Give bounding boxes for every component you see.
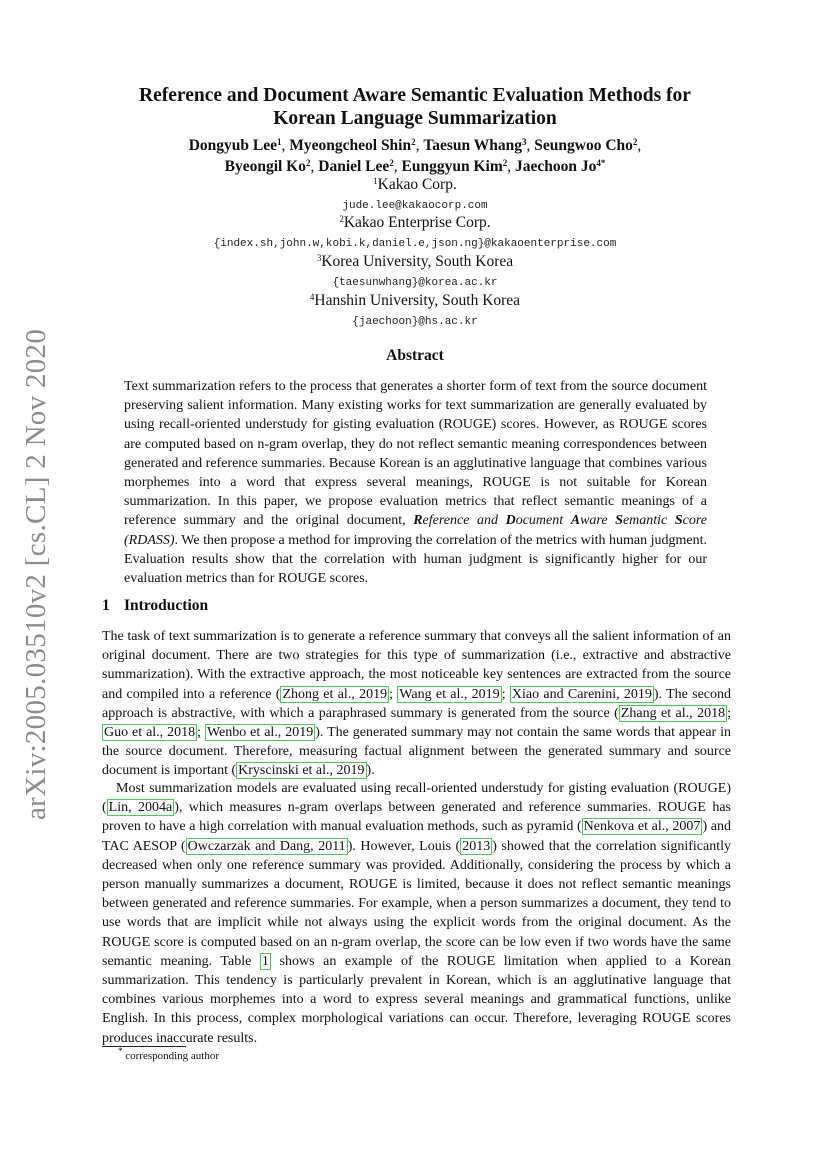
author-name: Daniel Lee <box>318 158 390 175</box>
email-3[interactable]: {taesunwhang}@korea.ac.kr <box>332 277 498 289</box>
author-affil-sup: 1 <box>277 137 282 147</box>
citation-link[interactable]: 2013 <box>462 838 491 854</box>
author-name: Byeongil Ko <box>224 158 306 175</box>
abstract-heading: Abstract <box>386 347 444 364</box>
citation-link[interactable]: Owczarzak and Dang, 2011 <box>187 838 346 854</box>
intro-paragraph-1: The task of text summarization is to generate a reference summary that conveys all the salient information of an original document. There are two strategies for this type of summarization (i.e., extractive and abstractive summarization). With the extractive approach, the most noticeable key sentences are extracted from the source and compiled into a reference ( Zhong et al., 2019 ; Wang et al., 2019 ; Xiao and Carenini, 2019 ). The second approach is abstractive, with which a paraphrased summary is generated from the source ( Zhang et al., 2018 ; Guo et al., 2018 ; Wenbo et al., 2019 ). The generated summary may not contain the same words that appear in the source document. Therefore, measuring factual alignment between the generated summary and source document is important ( Kryscinski et al., 2019 ). <box>102 629 732 779</box>
citation-link[interactable]: Lin, 2004a <box>108 800 173 816</box>
footnote-mark: * <box>118 1046 123 1056</box>
footnote-rule <box>102 1046 186 1047</box>
affiliation-3: $^3$Korea University, South Korea <box>316 253 514 270</box>
author-affil-sup: 2 <box>389 158 394 168</box>
section-number: 1 <box>102 597 110 614</box>
author-name: Taesun Whang <box>423 137 523 154</box>
citation-link[interactable]: Nenkova et al., 2007 <box>583 819 701 835</box>
title-line-1: Reference and Document Aware Semantic Evaluation Methods for <box>139 85 691 106</box>
footnote: * corresponding author <box>118 1046 220 1062</box>
author-name: Eunggyun Kim <box>401 158 503 175</box>
author-name: Seungwoo Cho <box>534 137 633 154</box>
author-name: Dongyub Lee <box>188 137 277 154</box>
intro-paragraph-2: Most summarization models are evaluated using recall-oriented understudy for gisting evaluation (ROUGE) ( Lin, 2004a ), which measures n-gram overlaps between generated and reference summaries. ROUGE has proven to have a high correlation with manual evaluation methods, such as pyramid ( Nenkova et al., 2007 ) and TAC AESOP ( Owczarzak and Dang, 2011 ). However, Louis ( 2013 ) showed that the correlation significantly decreased when only one reference summary was provided. Additionally, considering the process by which a person manually summarizes a document, ROUGE is limited, because it does not reflect semantic meanings between generated and reference summaries. For example, when a person summarizes a document, they tend to use words that are implicit while not always using the explicit words from the original document. As the ROUGE score is computed based on an n-gram overlap, the score can be low even if two words have the same semantic meaning. Table 1 shows an example of the ROUGE limitation when applied to a Korean summarization. This tendency is particularly prevalent in Korean, which is an agglutinative language that combines various morphemes into a word to express several meanings and grammatical functions, unlike English. In this process, complex morphological variations can occur. Therefore, leveraging ROUGE scores produces inaccurate results. <box>102 781 732 1046</box>
author-list <box>90 135 740 177</box>
citation-link[interactable]: Kryscinski et al., 2019 <box>238 763 365 779</box>
section-heading <box>102 597 208 615</box>
title-line-2: Korean Language Summarization <box>273 108 557 129</box>
author-affil-sup: 2 <box>411 137 416 147</box>
affiliation-2: $^2$Kakao Enterprise Corp. <box>339 214 491 231</box>
author-line-2: Byeongil Ko$^2$, Daniel Lee$^2$, Eunggyun Kim$^2$, Jaechoon $Jo^{4*}$ <box>224 158 606 175</box>
citation-link[interactable]: Wang et al., 2019 <box>399 686 500 702</box>
citation-link[interactable]: Xiao and Carenini, 2019 <box>511 686 652 702</box>
table-reference-link[interactable]: 1 <box>261 953 269 969</box>
abstract-body: Text summarization refers to the process that generates a shorter form of text from the source document preserving salient information. Many existing works for text summarization are generally evaluated by using recall-oriented understudy for gisting evaluation (ROUGE) scores. However, as ROUGE scores are computed based on n-gram overlap, they do not reflect semantic meaning correspondences between generated and reference summaries. Because Korean is an agglutinative language that combines various morphemes into a word that express several meanings, ROUGE is not suitable for Korean summarization. In this paper, we propose evaluation metrics that reflect semantic meanings of a reference summary and the original document, Reference and Document Aware Semantic Score (RDASS). We then propose a method for improving the correlation of the metrics with human judgment. Evaluation results show that the correlation with human judgment is significantly higher for our evaluation metrics than for ROUGE scores. <box>124 379 707 587</box>
author-affil-sup: 4* <box>596 158 606 168</box>
author-line-1: Dongyub Lee$^1$, Myeongcheol Shin$^2$, Taesun Whang$^3$, Seungwoo Cho$^2$, <box>188 137 642 154</box>
affiliation-4: $^4$Hanshin University, South Korea <box>309 292 521 309</box>
arxiv-identifier-stamp: arXiv:2005.03510v2 [cs.CL] 2 Nov 2020 <box>20 328 52 820</box>
author-name: Myeongcheol Shin <box>289 137 412 154</box>
citation-link[interactable]: Zhang et al., 2018 <box>620 705 726 721</box>
rdass-name: Reference and Document Aware Semantic Score (RDASS) <box>124 513 707 548</box>
citation-link[interactable]: Wenbo et al., 2019 <box>206 725 314 741</box>
paper-title <box>90 84 740 130</box>
affiliation-1: $^1$Kakao Corp. <box>373 176 457 193</box>
author-affil-sup: 3 <box>522 137 527 147</box>
author-affil-sup: 2 <box>306 158 311 168</box>
email-4[interactable]: {jaechoon}@hs.ac.kr <box>352 316 478 328</box>
section-title: Introduction <box>124 597 209 614</box>
author-affil-sup: 2 <box>502 158 508 168</box>
email-2[interactable]: {index.sh,john.w,kobi.k,daniel.e,json.ng}@kakaoenterprise.com <box>213 238 617 250</box>
author-name: Jaechoon Jo <box>515 158 597 175</box>
email-1[interactable]: jude.lee@kakaocorp.com <box>342 200 488 212</box>
citation-link[interactable]: Zhong et al., 2019 <box>282 686 388 702</box>
citation-link[interactable]: Guo et al., 2018 <box>104 725 196 741</box>
author-affil-sup: 2 <box>632 137 638 147</box>
